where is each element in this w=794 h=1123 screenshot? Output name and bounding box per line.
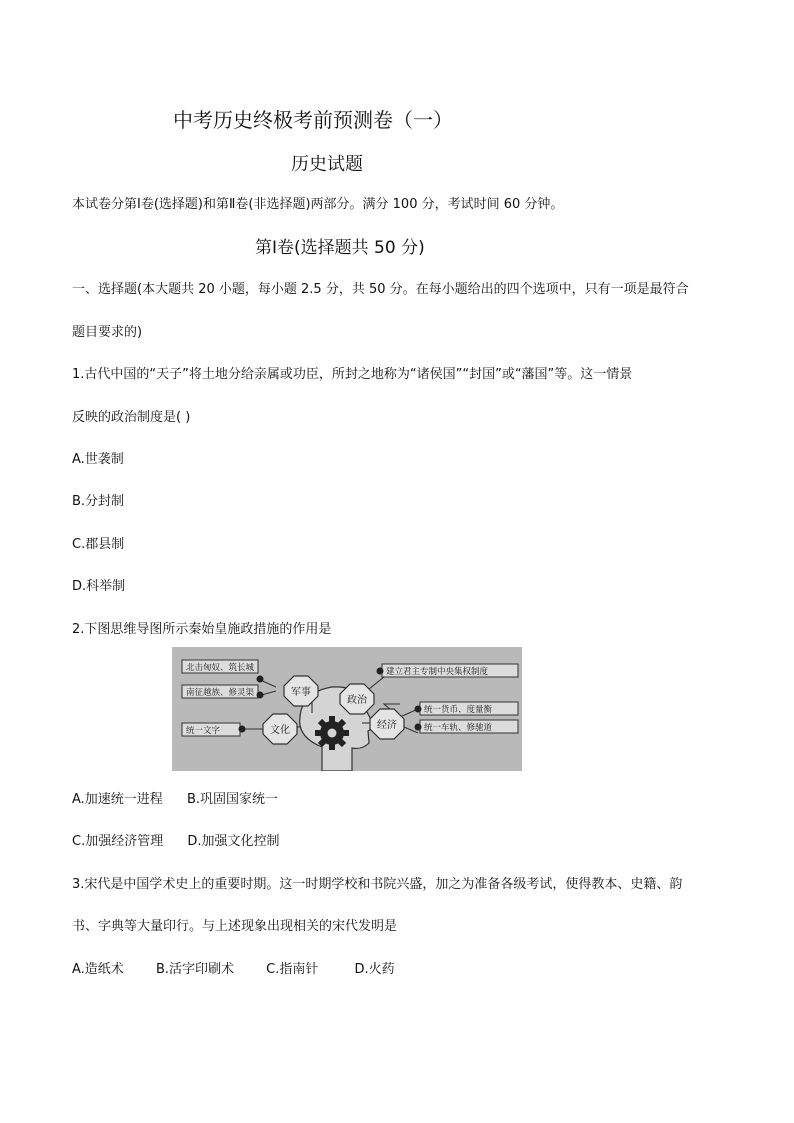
q1-option-a: A.世袭制	[72, 452, 124, 467]
q3-option-a: A.造纸术	[72, 962, 124, 977]
mind-map-figure	[172, 647, 522, 771]
node-military: 军事	[291, 687, 311, 698]
q1-option-b: B.分封制	[72, 494, 125, 509]
instructions-line1: 一、选择题(本大题共 20 小题，每小题 2.5 分，共 50 分。在每小题给出的四个选项中，只有一项是最符合	[72, 282, 689, 297]
exam-subtitle: 历史试题	[291, 154, 363, 175]
diagram-left-item: 北击匈奴、筑长城	[186, 663, 255, 673]
q2-options-row2	[72, 830, 280, 849]
q1-stem-line1: 1.古代中国的“天子”将土地分给亲属或功臣，所封之地称为“诸侯国”“封国”或“藩国”等。这一情景	[72, 367, 633, 382]
diagram-right-item: 统一货币、度量衡	[424, 705, 493, 715]
diagram-left-item: 南征越族、修灵渠	[186, 688, 255, 698]
q3-option-b: B.活字印刷术	[155, 962, 235, 977]
q1-option-d: D.科举制	[72, 579, 126, 594]
gear-icon	[315, 716, 349, 750]
q1-stem-line2: 反映的政治制度是( )	[72, 410, 191, 425]
diagram-right-item: 统一车轨、修驰道	[424, 723, 493, 733]
q1-option-c: C.郡县制	[72, 537, 125, 552]
q2-option-b: B.巩固国家统一	[186, 792, 279, 807]
node-culture: 文化	[270, 725, 290, 736]
q3-stem-line1: 3.宋代是中国学术史上的重要时期。这一时期学校和书院兴盛，加之为准备各级考试，使得教本、史籍、韵	[72, 877, 683, 892]
q3-option-d: D.火药	[354, 962, 395, 977]
node-economy: 经济	[377, 720, 397, 731]
q2-option-c: C.加强经济管理	[72, 834, 164, 849]
q2-option-d: D.加强文化控制	[187, 834, 280, 849]
exam-intro: 本试卷分第Ⅰ卷(选择题)和第Ⅱ卷(非选择题)两部分。满分 100 分，考试时间 60 分钟。	[72, 197, 564, 212]
node-politics: 政治	[347, 695, 367, 706]
section-heading: 第Ⅰ卷(选择题共 50 分)	[255, 238, 425, 258]
q3-option-c: C.指南针	[266, 962, 319, 977]
q3-options	[72, 958, 395, 977]
exam-title: 中考历史终极考前预测卷（一）	[173, 108, 453, 132]
instructions-line2: 题目要求的)	[72, 325, 143, 340]
diagram-left-item: 统一文字	[186, 726, 221, 736]
q2-option-a: A.加速统一进程	[72, 792, 163, 807]
q2-options-row1	[72, 788, 278, 807]
q2-stem: 2.下图思维导图所示秦始皇施政措施的作用是	[72, 622, 332, 637]
q3-stem-line2: 书、字典等大量印行。与上述现象出现相关的宋代发明是	[72, 919, 398, 934]
diagram-right-item: 建立君主专制中央集权制度	[386, 667, 489, 677]
